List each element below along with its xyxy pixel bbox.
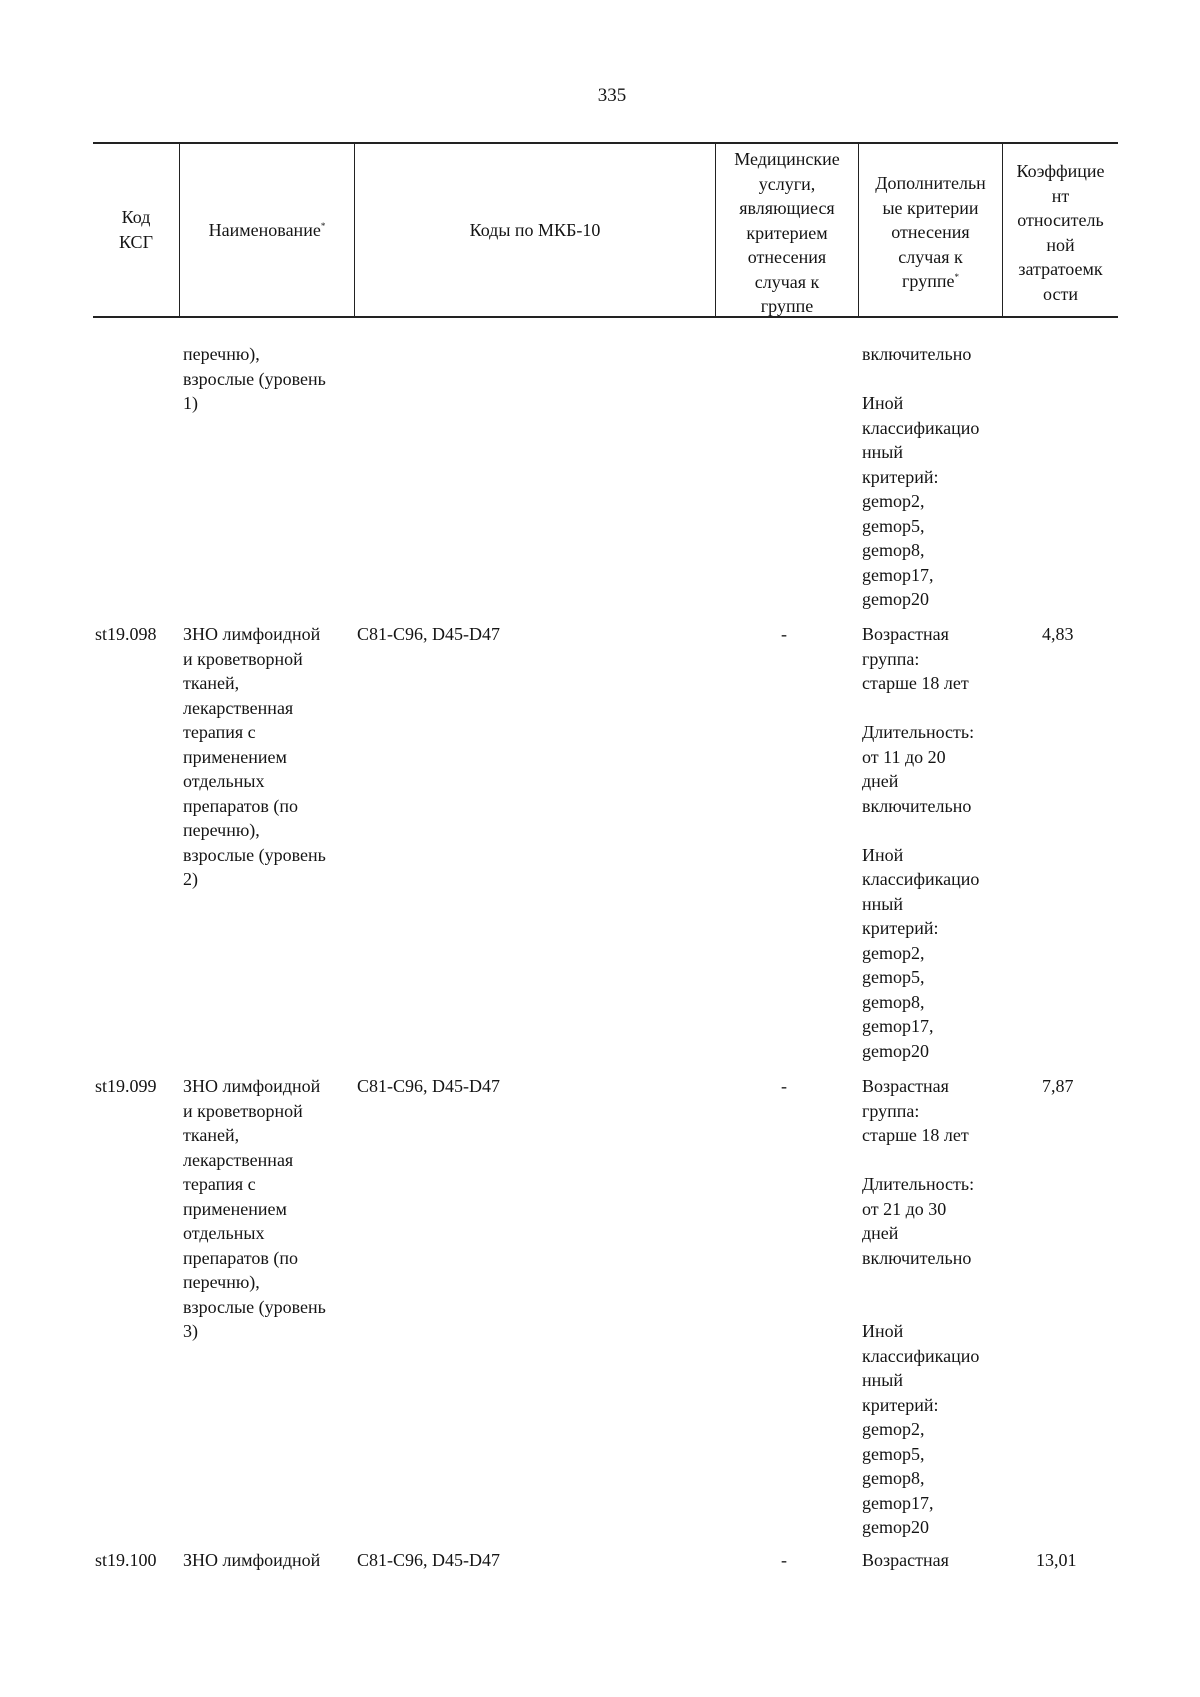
continuation-name: перечню), взрослые (уровень 1)	[183, 344, 326, 413]
header-coef: Коэффицие нт относитель ной затратоемк ости	[1016, 161, 1105, 304]
row-code: st19.099	[95, 1076, 157, 1096]
row-coefficient: 7,87	[1042, 1076, 1074, 1096]
continuation-criteria: включительно Иной классификацио нный критерий: gemop2, gemop5, gemop8, gemop17, gemop20	[862, 344, 980, 609]
row-icd-codes: C81-C96, D45-D47	[357, 1550, 500, 1570]
row-name: ЗНО лимфоидной	[183, 1550, 321, 1570]
row-criteria: Возрастная	[862, 1550, 949, 1570]
row-services: -	[781, 624, 787, 644]
header-criteria-mark: *	[954, 272, 959, 282]
header-criteria-label: Дополнительн ые критерии отнесения случая к группе	[875, 173, 986, 291]
row-criteria: Возрастная группа: старше 18 лет Длительность: от 21 до 30 дней включительно Иной классификацио нный критерий: gemop2, gemop5, gemop8, gemop17, gemop20	[862, 1076, 980, 1537]
header-criteria	[859, 171, 1002, 294]
header-icd: Коды по МКБ-10	[469, 220, 601, 240]
row-services: -	[781, 1550, 787, 1570]
header-top-border	[93, 142, 1118, 144]
row-code: st19.098	[95, 624, 157, 644]
row-services: -	[781, 1076, 787, 1096]
row-coefficient: 13,01	[1036, 1550, 1077, 1570]
page-number: 335	[597, 85, 627, 106]
header-name-mark: *	[320, 221, 326, 231]
row-name: ЗНО лимфоидной и кроветворной тканей, лекарственная терапия с применением отдельных препаратов (по перечню), взрослые (уровень 3)	[183, 1076, 326, 1341]
header-bottom-border	[93, 316, 1118, 318]
row-name: ЗНО лимфоидной и кроветворной тканей, лекарственная терапия с применением отдельных препаратов (по перечню), взрослые (уровень 2)	[183, 624, 326, 889]
row-icd-codes: C81-C96, D45-D47	[357, 1076, 500, 1096]
row-coefficient: 4,83	[1042, 624, 1074, 644]
row-code: st19.100	[95, 1550, 157, 1570]
row-criteria: Возрастная группа: старше 18 лет Длительность: от 11 до 20 дней включительно Иной классификацио нный критерий: gemop2, gemop5, gemop8, gemop17, gemop20	[862, 624, 980, 1061]
header-code: Код КСГ	[119, 207, 153, 252]
header-services: Медицинские услуги, являющиеся критерием отнесения случая к группе	[734, 149, 840, 316]
row-icd-codes: C81-C96, D45-D47	[357, 624, 500, 644]
header-name	[180, 218, 354, 243]
header-name-label: Наименование	[208, 220, 321, 240]
